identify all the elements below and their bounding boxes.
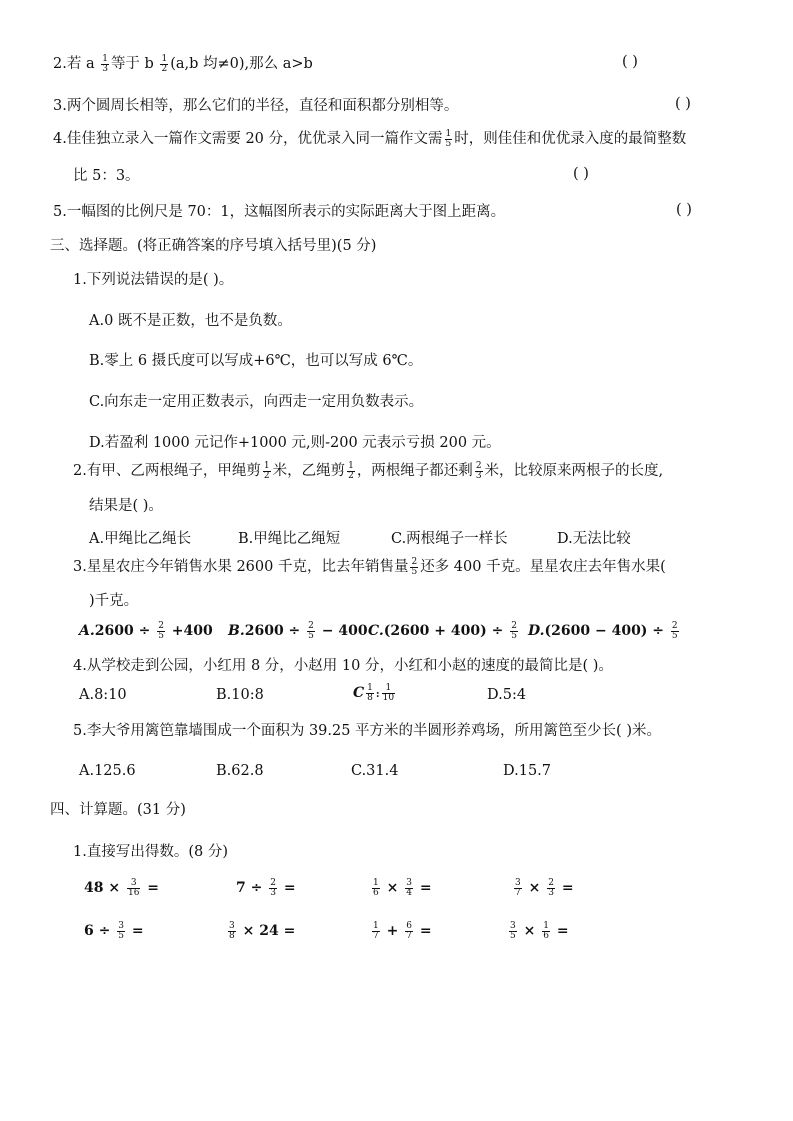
section-4-title: 四、计算题。(31 分)	[50, 802, 186, 818]
fraction: $\frac{3}{8}$	[229, 920, 235, 941]
calc-item-6[interactable]: $\frac{3}{8}$ × 24 =	[229, 920, 296, 941]
choice-q1-stem: 1.下列说法错误的是( )。	[73, 272, 234, 288]
judge-q5: 5.一幅图的比例尺是 70：1，这幅图所表示的实际距离大于图上距离。	[53, 204, 506, 220]
fraction: $\frac{1}{6}$	[543, 920, 549, 941]
fraction: $\frac{1}{2}$	[348, 460, 354, 481]
calc-item-4[interactable]: $\frac{3}{7}$ × $\frac{2}{3}$ =	[515, 877, 574, 898]
choice-q1-option-b[interactable]: B.零上 6 摄氏度可以写成+6℃，也可以写成 6℃。	[89, 353, 423, 369]
fraction: $\frac{3}{4}$	[406, 877, 412, 898]
fraction: $\frac{3}{16}$	[127, 877, 140, 898]
choice-q2-option-c[interactable]: C.两根绳子一样长	[391, 531, 508, 547]
fraction: $\frac{2}{5}$	[671, 620, 678, 641]
calc-q1-stem: 1.直接写出得数。(8 分)	[73, 844, 228, 860]
calc-item-1[interactable]: 48 × $\frac{3}{16}$ =	[84, 877, 160, 898]
choice-q3-option-a[interactable]: A.2600 ÷ $\frac{2}{5}$ +400	[79, 620, 213, 641]
fraction: $\frac{1}{6}$	[373, 877, 379, 898]
choice-q5-option-b[interactable]: B.62.8	[216, 763, 264, 779]
judge-q4-line2: 比 5：3。	[73, 168, 140, 184]
calc-item-3[interactable]: $\frac{1}{6}$ × $\frac{3}{4}$ =	[373, 877, 432, 898]
choice-q2-option-d[interactable]: D.无法比较	[557, 531, 631, 547]
choice-q2-option-a[interactable]: A.甲绳比乙绳长	[89, 531, 192, 547]
answer-paren[interactable]: ( )	[573, 166, 589, 182]
fraction: $\frac{2}{5}$	[511, 620, 517, 641]
choice-q4-option-d[interactable]: D.5:4	[487, 687, 527, 703]
choice-q2-stem: 2.有甲、乙两根绳子，甲绳剪 $\frac{1}{2}$ 米，乙绳剪 $\frac{1}{2}$ ，两根绳子都还剩 $\frac{2}{3}$ 米，比较原来两根子的长度,	[73, 460, 664, 481]
fraction: $\frac{1}{3}$	[102, 53, 108, 74]
choice-q5-option-d[interactable]: D.15.7	[503, 763, 552, 779]
choice-q3-line2: )千克。	[89, 593, 139, 609]
answer-paren[interactable]: ( )	[622, 54, 638, 70]
choice-q3-stem: 3.星星农庄今年销售水果 2600 千克，比去年销售量 $\frac{2}{5}$ 还多 400 千克。星星农庄去年售水果(	[73, 556, 666, 577]
choice-q5-option-c[interactable]: C.31.4	[351, 763, 399, 779]
choice-q4-option-b[interactable]: B.10:8	[216, 687, 264, 703]
choice-q4-option-c[interactable]: C $\frac{1}{8}$ : $\frac{1}{10}$	[353, 682, 395, 703]
choice-q1-option-c[interactable]: C.向东走一定用正数表示，向西走一定用负数表示。	[89, 394, 424, 410]
judge-q3: 3.两个圆周长相等，那么它们的半径，直径和面积都分别相等。	[53, 98, 459, 114]
fraction: $\frac{1}{2}$	[161, 53, 168, 74]
calc-item-8[interactable]: $\frac{3}{5}$ × $\frac{1}{6}$ =	[510, 920, 569, 941]
judge-q4: 4.佳佳独立录入一篇作文需要 20 分，优优录入同一篇作文需 $\frac{1}{5}$ 时，则佳佳和优优录入度的最简整数	[53, 128, 687, 149]
choice-q1-option-a[interactable]: A.0 既不是正数，也不是负数。	[89, 313, 292, 329]
choice-q2-line2: 结果是( )。	[89, 498, 163, 514]
answer-paren[interactable]: ( )	[676, 202, 692, 218]
fraction: $\frac{2}{3}$	[548, 877, 554, 898]
choice-q4-option-a[interactable]: A.8:10	[79, 687, 127, 703]
judge-q2: 2.若 a $\frac{1}{3}$ 等于 b $\frac{1}{2}$ (a,b 均≠0),那么 a>b	[53, 53, 313, 74]
answer-paren[interactable]: ( )	[675, 96, 691, 112]
fraction: $\frac{2}{5}$	[308, 620, 314, 641]
fraction: $\frac{2}{3}$	[270, 877, 276, 898]
fraction: $\frac{1}{5}$	[445, 128, 452, 149]
calc-item-7[interactable]: $\frac{1}{7}$ + $\frac{6}{7}$ =	[373, 920, 432, 941]
fraction: $\frac{1}{2}$	[263, 460, 270, 481]
fraction: $\frac{1}{7}$	[373, 920, 379, 941]
choice-q2-option-b[interactable]: B.甲绳比乙绳短	[238, 531, 341, 547]
choice-q5-stem: 5.李大爷用篱笆靠墙围成一个面积为 39.25 平方米的半圆形养鸡场，所用篱笆至少长( )米。	[73, 723, 661, 739]
fraction: $\frac{2}{5}$	[411, 556, 418, 577]
choice-q4-stem: 4.从学校走到公园，小红用 8 分，小赵用 10 分，小红和小赵的速度的最简比是( )。	[73, 658, 613, 674]
section-3-title: 三、选择题。(将正确答案的序号填入括号里)(5 分)	[50, 238, 377, 254]
choice-q1-option-d[interactable]: D.若盈利 1000 元记作+1000 元,则-200 元表示亏损 200 元。	[89, 435, 501, 451]
choice-q5-option-a[interactable]: A.125.6	[79, 763, 136, 779]
fraction: $\frac{6}{7}$	[406, 920, 412, 941]
fraction: $\frac{3}{5}$	[118, 920, 124, 941]
fraction: $\frac{3}{5}$	[510, 920, 516, 941]
calc-item-5[interactable]: 6 ÷ $\frac{3}{5}$ =	[84, 920, 144, 941]
choice-q3-option-b[interactable]: B.2600 ÷ $\frac{2}{5}$ − 400	[228, 620, 368, 641]
calc-item-2[interactable]: 7 ÷ $\frac{2}{3}$ =	[236, 877, 296, 898]
fraction: $\frac{2}{5}$	[158, 620, 164, 641]
fraction: $\frac{2}{3}$	[475, 460, 482, 481]
fraction: $\frac{3}{7}$	[515, 877, 521, 898]
fraction: $\frac{1}{8}$	[367, 682, 373, 703]
fraction: $\frac{1}{10}$	[382, 682, 395, 703]
choice-q3-option-d[interactable]: D.(2600 − 400) ÷ $\frac{2}{5}$	[528, 620, 678, 641]
choice-q3-option-c[interactable]: C.(2600 + 400) ÷ $\frac{2}{5}$	[368, 620, 517, 641]
